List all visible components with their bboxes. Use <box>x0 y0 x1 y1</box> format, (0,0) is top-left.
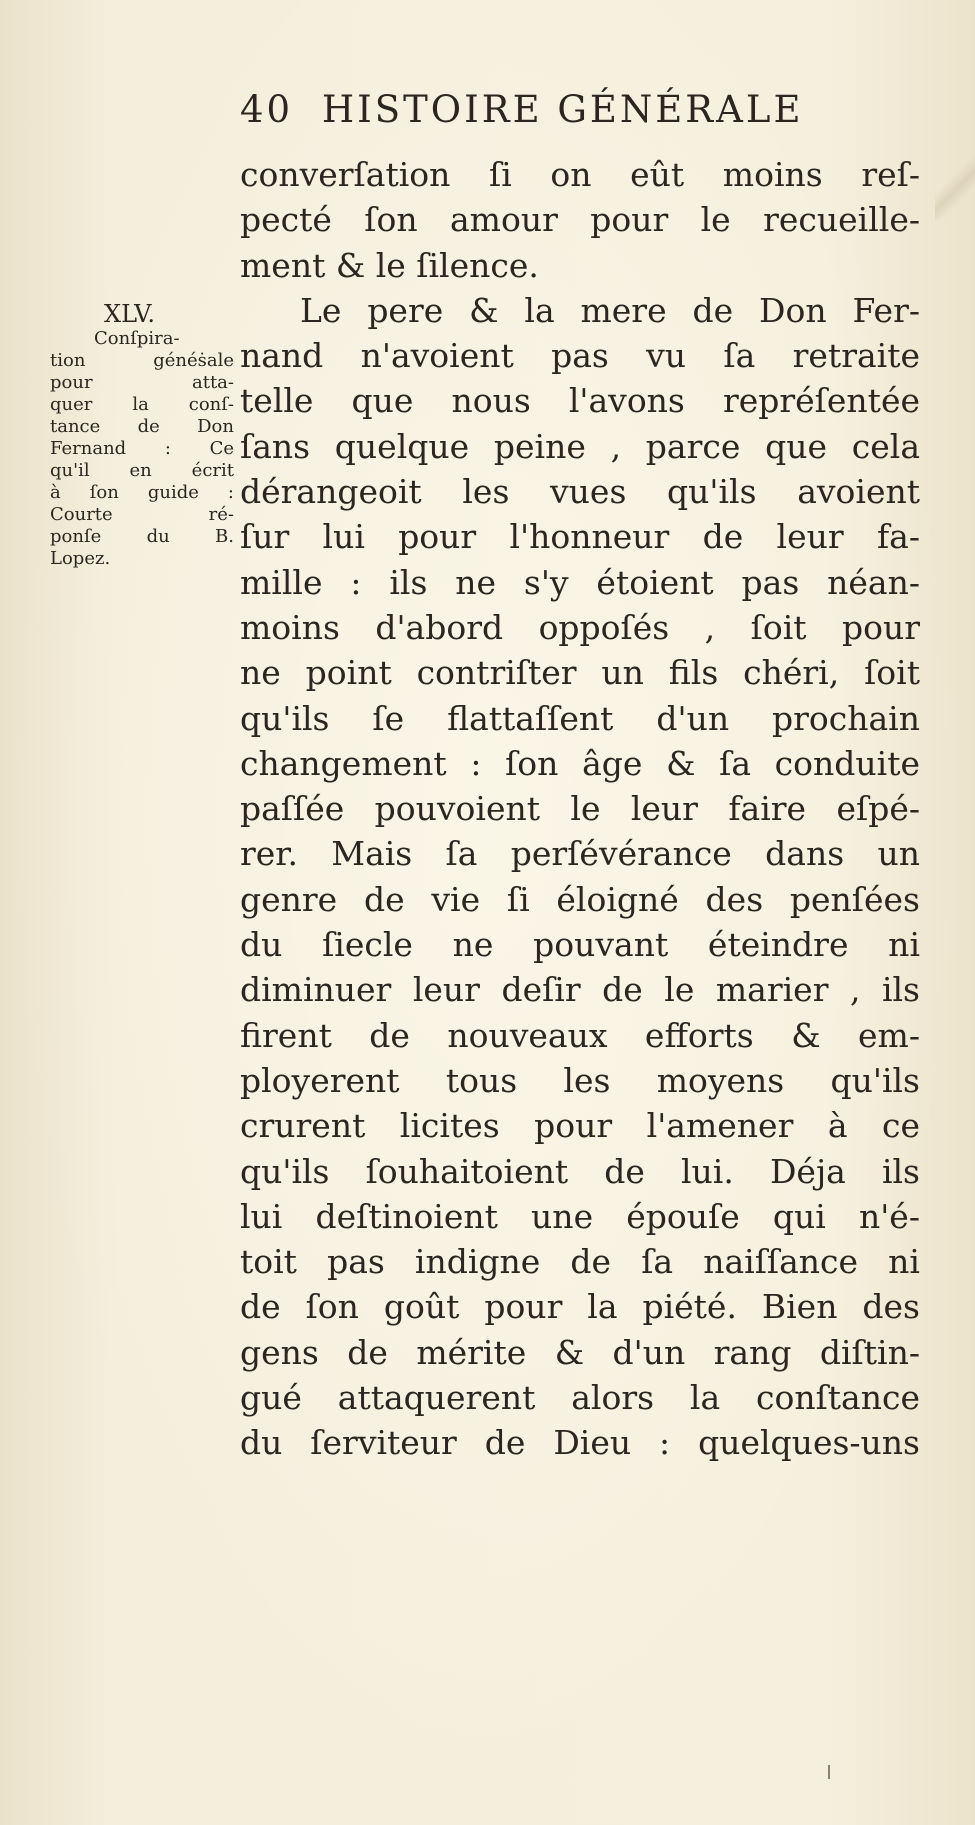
text-line: qu'ils ſe flattaſſent d'un prochain <box>240 698 920 738</box>
margin-note-line: Courte ré- <box>50 504 234 525</box>
section-number: XLV. <box>104 300 155 328</box>
text-line: du ſiecle ne pouvant éteindre ni <box>240 925 920 965</box>
text-line: genre de vie ſi éloigné des penſées <box>240 879 920 919</box>
margin-note-line: ponſe du B. <box>50 526 234 547</box>
margin-note-line: pour atta- <box>50 372 234 393</box>
text-line: ment & le ſilence. <box>240 245 539 285</box>
running-header <box>240 88 880 131</box>
margin-note-line: tion généṡale <box>50 350 234 371</box>
text-line: diminuer leur deſir de le marier , ils <box>240 970 920 1010</box>
text-line: ployerent tous les moyens qu'ils <box>240 1060 920 1100</box>
margin-note-line: tance de Don <box>50 416 234 437</box>
text-line: converſation ſi on eût moins reſ- <box>240 155 920 194</box>
text-line: paſſée pouvoient le leur faire eſpé- <box>240 789 920 829</box>
text-line: toit pas indigne de ſa naiſſance ni <box>240 1242 920 1282</box>
page-crease <box>935 150 975 220</box>
margin-note-line: quer la conſ- <box>50 394 234 415</box>
text-line: du ſerviteur de Dieu : quelques-uns <box>240 1423 920 1463</box>
text-line: dérangeoit les vues qu'ils avoient <box>240 472 920 512</box>
running-title: HISTOIRE GÉNÉRALE <box>321 88 804 131</box>
text-line: nand n'avoient pas vu ſa retraite <box>240 336 920 376</box>
margin-note-line: Conſpira- <box>94 328 180 349</box>
text-line: gens de mérite & d'un rang diſtin- <box>240 1332 920 1372</box>
page-number: 40 <box>240 88 294 131</box>
text-line: mille : ils ne s'y étoient pas néan- <box>240 562 920 602</box>
body-text <box>240 152 920 1466</box>
text-line: Le pere & la mere de Don Fer- <box>300 290 920 330</box>
text-line: lui deſtinoient une épouſe qui n'é- <box>240 1196 920 1236</box>
text-line: ſur lui pour l'honneur de leur fa- <box>240 517 920 557</box>
text-line: changement : ſon âge & ſa conduite <box>240 743 920 783</box>
text-line: pecté ſon amour pour le recueille- <box>240 200 920 240</box>
text-line: de ſon goût pour la piété. Bien des <box>240 1287 920 1327</box>
margin-note-line: à ſon guide : <box>50 482 234 503</box>
text-line: moins d'abord oppoſés , ſoit pour <box>240 607 920 647</box>
text-line: ne point contriſter un fils chéri, ſoit <box>240 653 920 693</box>
text-line: firent de nouveaux efforts & em- <box>240 1015 920 1055</box>
text-line: gué attaquerent alors la conſtance <box>240 1378 920 1418</box>
margin-note-line: qu'il en écrit <box>50 460 234 481</box>
text-line: crurent licites pour l'amener à ce <box>240 1106 920 1146</box>
marginal-note <box>50 300 240 570</box>
text-line: ſans quelque peine , parce que cela <box>240 426 920 466</box>
margin-note-line: Fernand : Ce <box>50 438 234 459</box>
text-line: qu'ils ſouhaitoient de lui. Déja ils <box>240 1151 920 1191</box>
margin-note-line: Lopez. <box>50 548 111 569</box>
text-line: rer. Mais ſa perſévérance dans un <box>240 834 920 874</box>
paper-speck <box>828 1765 830 1779</box>
text-line: telle que nous l'avons repréſentée <box>240 381 920 421</box>
